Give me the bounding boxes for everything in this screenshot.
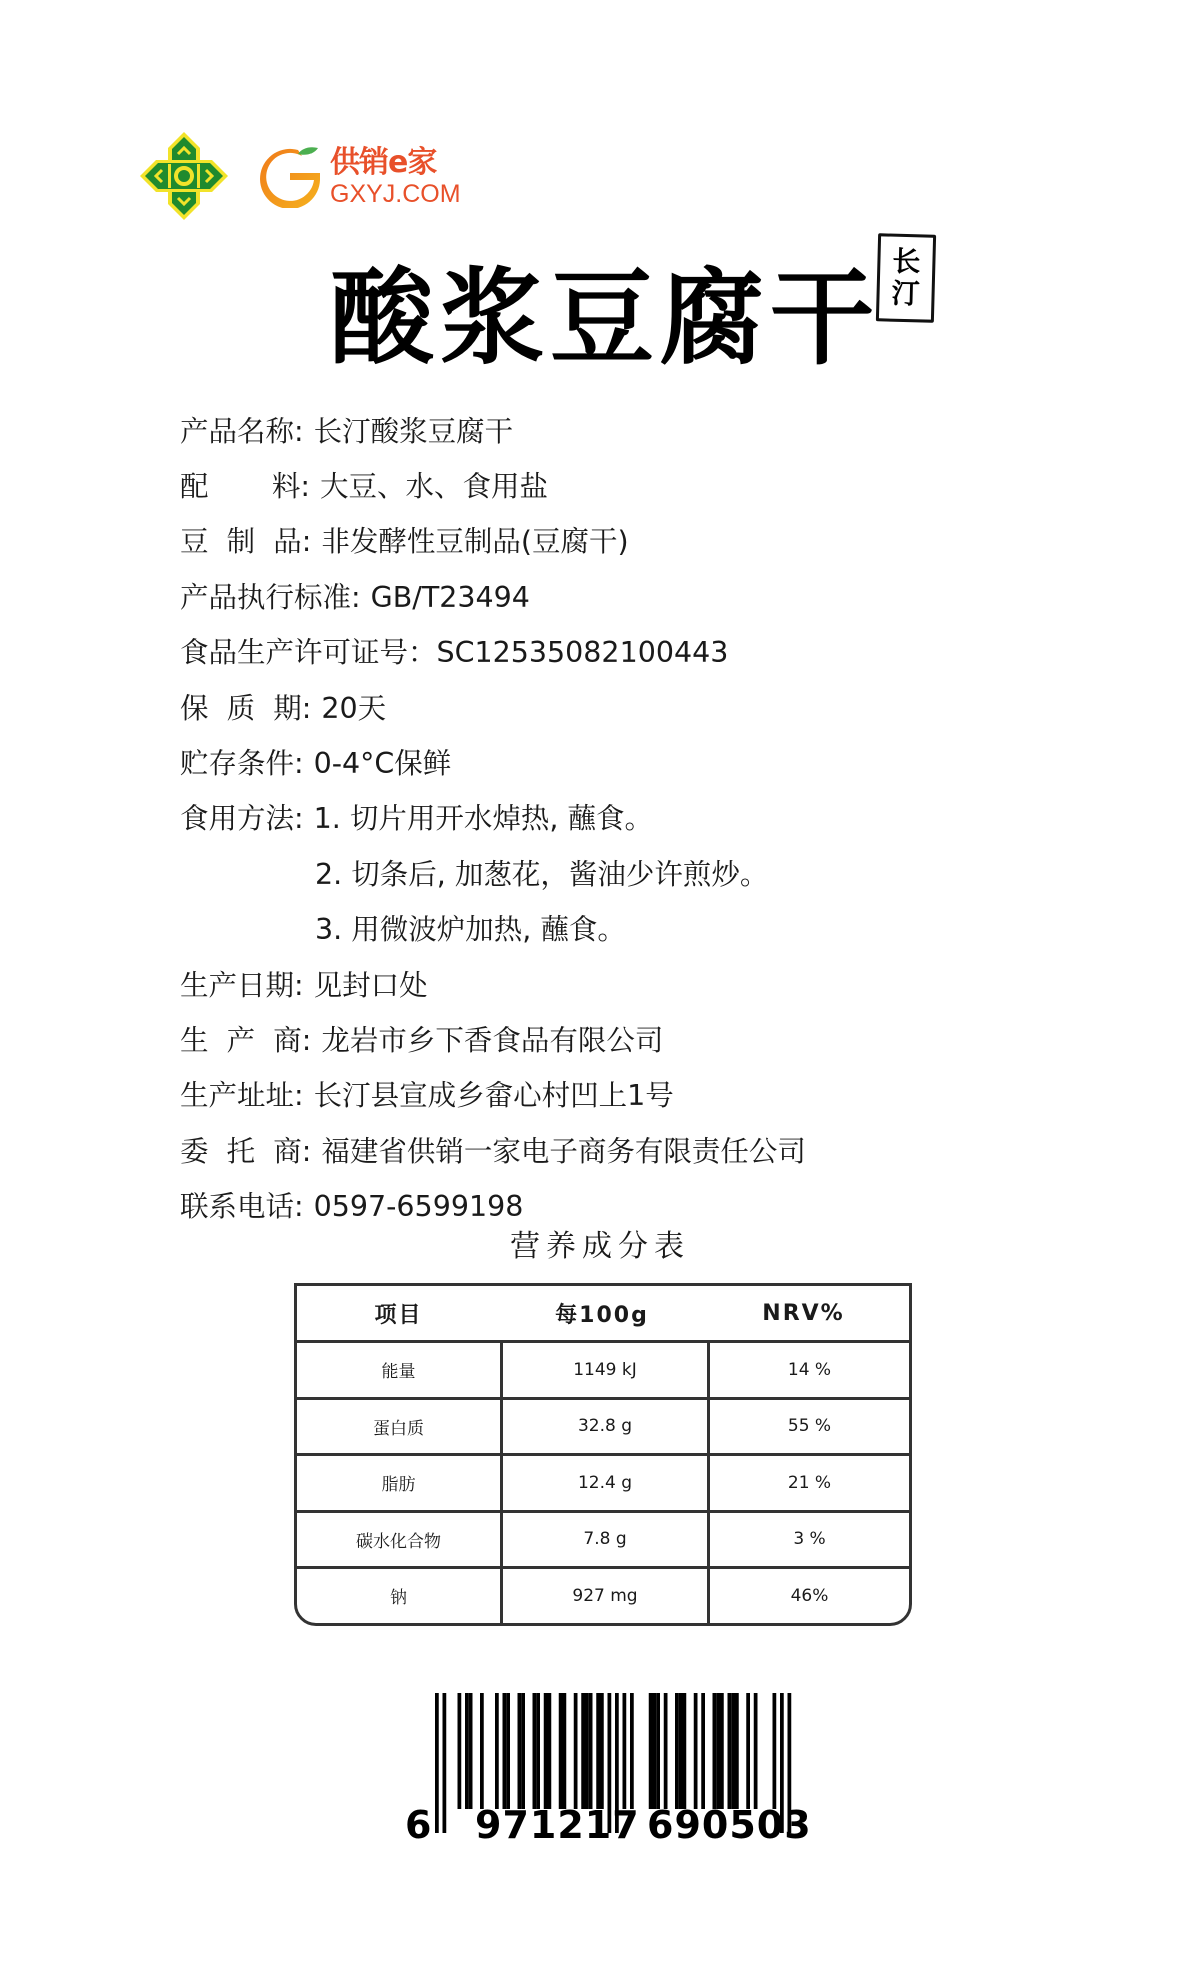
info-value: SC12535082100443	[436, 636, 729, 670]
barcode-lead-digit: 6	[405, 1803, 432, 1847]
info-label: 贮存条件:	[180, 747, 304, 781]
nutrition-header-row	[297, 1286, 909, 1340]
info-label: 食品生产许可证号：	[180, 636, 437, 670]
nutrient-nrv: 46%	[707, 1569, 909, 1623]
nutrient-amount: 7.8 g	[500, 1513, 707, 1567]
info-manufacturer	[180, 1013, 1080, 1068]
info-value: 见封口处	[313, 968, 428, 1002]
info-value: 长汀酸浆豆腐干	[313, 414, 514, 448]
nutrient-name: 蛋白质	[373, 1418, 424, 1439]
header-nrv: NRV%	[762, 1300, 845, 1326]
nutrient-nrv: 21 %	[707, 1456, 909, 1510]
info-category	[180, 515, 1080, 570]
table-row	[297, 1397, 909, 1454]
brand-domain: GXYJ.COM	[330, 180, 461, 208]
nutrient-nrv: 3 %	[707, 1513, 909, 1567]
info-label: 委 托 商:	[180, 1134, 312, 1168]
info-standard	[180, 570, 1080, 625]
info-value: 长汀县宣成乡畲心村凹上1号	[313, 1079, 674, 1113]
info-usage-3	[180, 903, 1080, 958]
ean13-barcode	[400, 1693, 812, 1847]
gxyj-g-logo-icon	[258, 146, 322, 208]
info-value: 龙岩市乡下香食品有限公司	[321, 1023, 664, 1057]
info-label: 生产址址:	[180, 1079, 304, 1113]
nutrient-amount: 12.4 g	[500, 1456, 707, 1510]
product-info-list	[180, 404, 1080, 1235]
nutrient-name: 脂肪	[381, 1475, 416, 1496]
nutrition-table	[294, 1283, 912, 1626]
nutrient-name: 碳水化合物	[356, 1531, 441, 1552]
info-value: 福建省供销一家电子商务有限责任公司	[321, 1134, 806, 1168]
stamp-char-1: 长	[891, 244, 921, 279]
info-label: 食用方法:	[180, 802, 304, 836]
info-value: 0597-6599198	[313, 1190, 524, 1224]
nutrient-nrv: 14 %	[707, 1343, 909, 1397]
barcode-right-group: 690503	[647, 1803, 812, 1847]
table-row	[297, 1510, 909, 1567]
info-label: 产品执行标准:	[180, 580, 361, 614]
info-shelf-life	[180, 681, 1080, 736]
info-label: 保 质 期:	[180, 691, 312, 725]
nutrition-title: 营养成分表	[510, 1229, 690, 1264]
nutrient-nrv: 55 %	[707, 1400, 909, 1454]
nutrient-amount: 32.8 g	[500, 1400, 707, 1454]
table-row	[297, 1340, 909, 1397]
info-value: 2. 切条后, 加葱花，酱油少许煎炒。	[315, 857, 769, 891]
info-value: 1. 切片用开水焯热, 蘸食。	[313, 802, 653, 836]
info-value: 20天	[321, 691, 387, 725]
info-value: 非发酵性豆制品(豆腐干)	[321, 525, 629, 559]
info-client	[180, 1124, 1080, 1179]
info-address	[180, 1069, 1080, 1124]
info-phone	[180, 1179, 1080, 1234]
info-usage-2	[180, 847, 1080, 902]
info-production-date	[180, 958, 1080, 1013]
info-label: 生 产 商:	[180, 1023, 312, 1057]
product-title: 酸浆豆腐干	[330, 257, 881, 379]
table-row	[297, 1566, 909, 1623]
info-ingredients	[180, 459, 1080, 514]
info-label: 配 料:	[180, 470, 311, 504]
brand-name-cn: 供销e家	[330, 145, 437, 180]
coop-cross-logo-icon	[138, 130, 230, 222]
info-license	[180, 626, 1080, 681]
info-value: 0-4°C保鲜	[313, 747, 452, 781]
info-label: 生产日期:	[180, 968, 304, 1002]
info-label: 产品名称:	[180, 414, 304, 448]
info-product-name	[180, 404, 1080, 459]
info-label: 联系电话:	[180, 1190, 304, 1224]
origin-stamp	[876, 233, 936, 322]
stamp-char-2: 汀	[891, 276, 921, 311]
info-usage	[180, 792, 1080, 847]
info-value: 3. 用微波炉加热, 蘸食。	[315, 913, 626, 947]
info-storage	[180, 736, 1080, 791]
nutrient-name: 钠	[390, 1588, 407, 1609]
info-value: GB/T23494	[370, 580, 530, 614]
nutrient-name: 能量	[381, 1362, 416, 1383]
table-row	[297, 1453, 909, 1510]
info-value: 大豆、水、食用盐	[320, 470, 549, 504]
barcode-left-group: 971217	[475, 1803, 640, 1847]
header-item: 项目	[374, 1302, 423, 1328]
nutrient-amount: 1149 kJ	[500, 1343, 707, 1397]
header-per-100g: 每100g	[555, 1302, 649, 1328]
info-label: 豆 制 品:	[180, 525, 312, 559]
nutrient-amount: 927 mg	[500, 1569, 707, 1623]
